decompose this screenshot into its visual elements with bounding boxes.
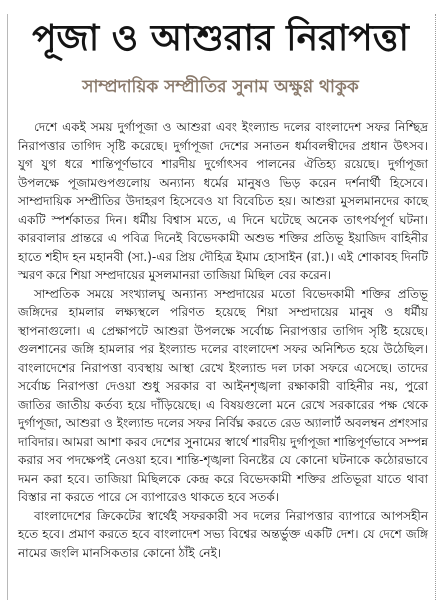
paragraph: বাংলাদেশের ক্রিকেটের স্বার্থেই সফরকারী সব দলের নিরাপত্তার ব্যাপারে আপসহীন হতে হবে। প্রমাণ করতে হবে বাংলাদেশ সভ্য বিশ্বের অন্তর্ভুক্ত একটি দেশ। যে দেশে জঙ্গি নামের জংলি মানসিকতার কোনো ঠাঁই নেই। — [18, 508, 428, 560]
column-rule-left — [7, 14, 8, 600]
subheadline: সাম্প্রদায়িক সম্প্রীতির সুনাম অক্ষুণ্ণ থাকুক — [82, 77, 359, 97]
paragraph: দেশে একই সময় দুর্গাপূজা ও আশুরা এবং ইংল্যান্ড দলের বাংলাদেশ সফর নিশ্ছিদ্র নিরাপত্তার তাগিদ সৃষ্টি করেছে। দুর্গাপূজা দেশের সনাতন ধর্মাবলম্বীদের প্রধান উৎসব। যুগ যুগ ধরে শান্তিপূর্ণভাবে শারদীয় দুর্গোৎসব পালনের ঐতিহ্য রয়েছে। দুর্গাপূজা উপলক্ষে পূজামণ্ডপগুলোয় অন্যান্য ধর্মের মানুষও ভিড় করেন দর্শনার্থী হিসেবে। সাম্প্রদায়িক সম্প্রীতির উদাহরণ হিসেবেও যা বিবেচিত হয়। আশুরা মুসলমানদের কাছে একটি স্পর্শকাতর দিন। ধর্মীয় বিশ্বাস মতে, এ দিনে ঘটেছে অনেক তাৎপর্যপূর্ণ ঘটনা। কারবালার প্রান্তরে এ পবিত্র দিনেই বিভেদকামী অশুভ শক্তির প্রতিভূ ইয়াজিদ বাহিনীর হাতে শহীদ হন মহানবী (সা.)-এর প্রিয় দৌহিত্র ইমাম হোসাইন (রা.)। এই শোকাবহ দিনটি স্মরণ করে শিয়া সম্প্রদায়ের মুসলমানরা তাজিয়া মিছিল বের করেন। — [18, 120, 428, 282]
headline: পূজা ও আশুরার নিরাপত্তা — [32, 18, 409, 59]
article-body — [18, 118, 428, 562]
column-rule-right — [434, 14, 436, 600]
paragraph: সাম্প্রতিক সময়ে সংখ্যালঘু অন্যান্য সম্প্রদায়ের মতো বিভেদকামী শক্তির প্রতিভূ জঙ্গিদের হামলার লক্ষ্যস্থলে পরিণত হয়েছে শিয়া সম্প্রদায়ের মানুষ ও ধর্মীয় স্থাপনাগুলো। এ প্রেক্ষাপটে আশুরা উপলক্ষে সর্বোচ্চ নিরাপত্তার তাগিদ সৃষ্টি হয়েছে। গুলশানের জঙ্গি হামলার পর ইংল্যান্ড দলের বাংলাদেশ সফর অনিশ্চিত হয়ে উঠেছিল। বাংলাদেশের নিরাপত্তা ব্যবস্থায় আস্থা রেখে ইংল্যান্ড দল ঢাকা সফরে এসেছে। তাদের সর্বোচ্চ নিরাপত্তা দেওয়া শুধু সরকার বা আইনশৃঙ্খলা রক্ষাকারী বাহিনীর নয়, পুরো জাতির জাতীয় কর্তব্য হয়ে দাঁড়িয়েছে। এ বিষয়গুলো মনে রেখে সরকারের পক্ষ থেকে দুর্গাপূজা, আশুরা ও ইংল্যান্ড দলের সফর নির্বিঘ্ন করতে রেড অ্যালার্ট অবলম্বন প্রশংসার দাবিদার। আমরা আশা করব দেশের সুনামের স্বার্থে শারদীয় দুর্গাপূজা শান্তিপূর্ণভাবে সম্পন্ন করার সব পদক্ষেপই নেওয়া হবে। শান্তি-শৃঙ্খলা বিনষ্টের যে কোনো ঘটনাকে কঠোরভাবে দমন করা হবে। তাজিয়া মিছিলকে কেন্দ্র করে বিভেদকামী শক্তির প্রতিভূরা যাতে থাবা বিস্তার না করতে পারে সে ব্যাপারেও থাকতে হবে সতর্ক। — [18, 286, 428, 504]
